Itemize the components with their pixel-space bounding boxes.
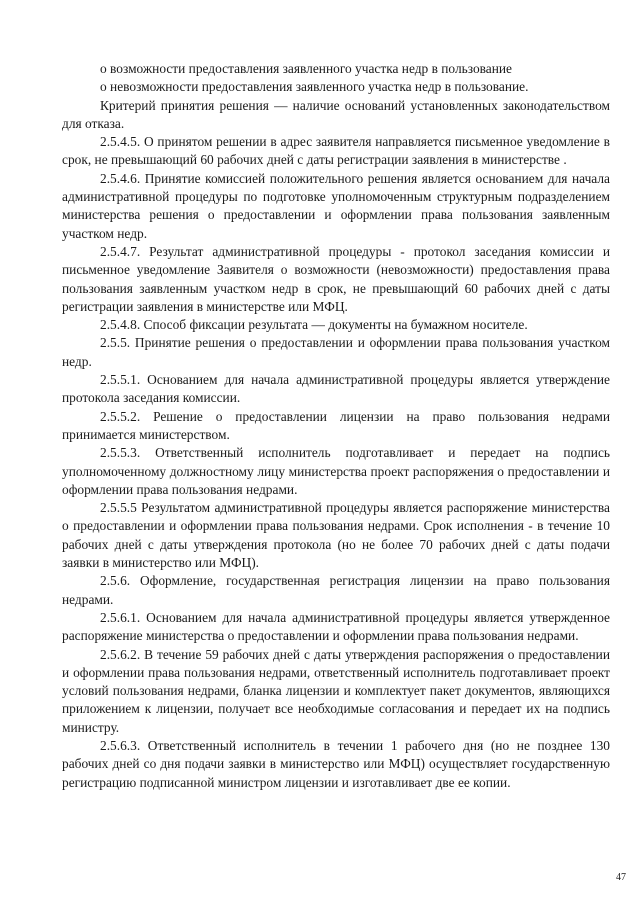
paragraph-2-5-6-1: 2.5.6.1. Основанием для начала административной процедуры является утвержденное распоряжение министерства о предоставлении и оформлении права пользования недрами. [62,609,610,644]
paragraph-2-5-4-8: 2.5.4.8. Способ фиксации результата — документы на бумажном носителе. [100,317,528,333]
paragraph-option-impossible: о невозможности предоставления заявленного участка недр в пользование. [100,79,529,95]
paragraph-2-5-4-7: 2.5.4.7. Результат административной процедуры - протокол заседания комиссии и письменное уведомление Заявителя о возможности (невозможности) предоставления права пользования заявленным участком недр в срок, не превышающий 60 рабочих дней с даты регистрации заявления в министерстве или МФЦ. [62,243,610,314]
paragraph-option-possible: о возможности предоставления заявленного участка недр в пользование [100,61,513,76]
paragraph-2-5-6-3: 2.5.6.3. Ответственный исполнитель в течении 1 рабочего дня (но не позднее 130 рабочих дней со дня подачи заявки в министерство или МФЦ) осуществляет государственную регистрацию подписанной министром лицензии и изготавливает две ее копии. [62,737,610,790]
paragraph-2-5-5-3: 2.5.5.3. Ответственный исполнитель подготавливает и передает на подпись уполномоченному должностному лицу министерства проект распоряжения о предоставлении и оформлении права пользования недрами. [62,445,610,497]
paragraph-2-5-6-2: 2.5.6.2. В течение 59 рабочих дней с даты утверждения распоряжения о предоставлении и оформлении права пользования недрами, ответственный исполнитель подготавливает проект условий пользования недрами, бланка лицензии и комплектует пакет документов, являющихся приложением к лицензии, получает все необходимые согласования и передает их на подпись министру. [62,646,610,735]
paragraph-decision-criterion: Критерий принятия решения — наличие оснований установленных законодательством для отказа. [62,97,610,131]
paragraph-2-5-4-6: 2.5.4.6. Принятие комиссией положительного решения является основанием для начала административной процедуры по подготовке уполномоченным структурным подразделением министерства решения о предоставлении и оформлении права пользования заявленным участком недр. [62,170,610,241]
paragraph-2-5-5-5: 2.5.5.5 Результатом административной процедуры является распоряжение министерства о предоставлении и оформлении права пользования недрами. Срок исполнения - в течение 10 рабочих дней с даты утверждения протокола (но не более 70 рабочих дней с даты подачи заявки в министерство или МФЦ). [62,500,610,571]
paragraph-2-5-6: 2.5.6. Оформление, государственная регистрация лицензии на право пользования недрами. [62,573,610,607]
paragraph-2-5-5-2: 2.5.5.2. Решение о предоставлении лицензии на право пользования недрами принимается министерством. [62,408,610,442]
paragraph-2-5-5-1: 2.5.5.1. Основанием для начала административной процедуры является утверждение протокола заседания комиссии. [62,372,610,406]
document-body [62,60,610,792]
page-number: 47 [616,872,626,883]
paragraph-2-5-5: 2.5.5. Принятие решения о предоставлении и оформлении права пользования участком недр. [62,335,610,369]
paragraph-2-5-4-5: 2.5.4.5. О принятом решении в адрес заявителя направляется письменное уведомление в срок, не превышающий 60 рабочих дней с даты регистрации заявления в министерстве . [62,134,610,168]
